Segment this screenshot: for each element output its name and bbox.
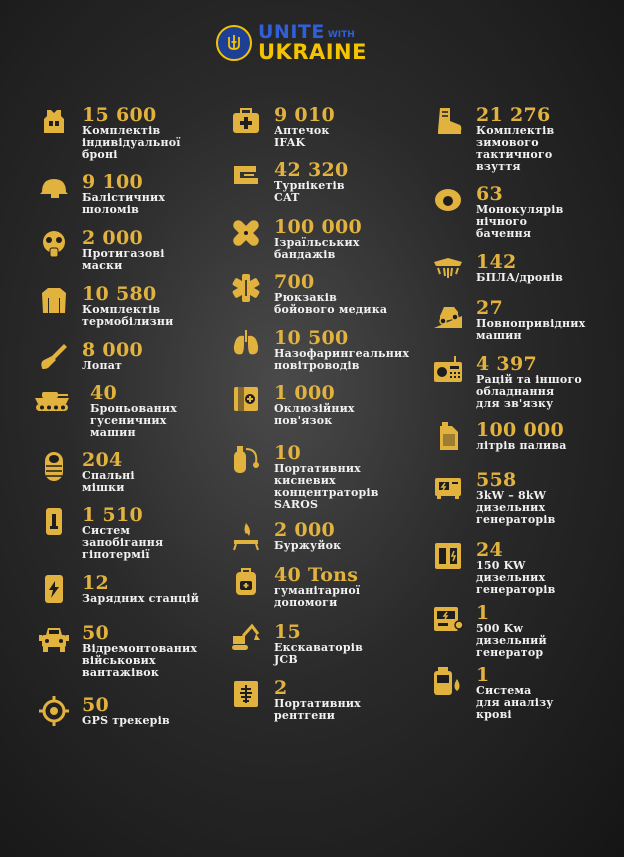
stat-winter-boots [432,105,554,173]
stove-icon [230,520,262,552]
tourniquet-icon [230,160,262,192]
stat-value: 42 320 [274,159,349,181]
night-vision-icon [432,184,464,216]
stat-label: Буржуйок [274,539,342,552]
stat-value: 9 010 [274,104,335,126]
stat-large-generators [432,540,555,596]
stat-label: літрів палива [476,439,567,452]
stat-label: Відремонтованих військових вантажівок [82,642,198,679]
stat-value: 12 [82,572,110,594]
stat-helmets [38,172,165,216]
shovel-icon [38,340,70,372]
stat-label: Турнікетів CAT [274,179,345,204]
stat-4wd-vehicles [432,298,585,342]
oxygen-concentrator-icon [230,443,262,475]
stat-label: Аптечок IFAK [274,124,330,149]
large-generator-icon [432,540,464,572]
stat-trucks [38,623,197,679]
logo-ukraine-text: UKRAINE [258,40,367,64]
stat-excavators [230,622,363,666]
stat-label: Назофарингеальних повітроводів [274,347,410,372]
small-generator-icon [432,470,464,502]
excavator-icon [230,622,262,654]
stat-label: Портативних кисневих концентраторів SAROS [274,462,379,511]
stat-label: Рацій та іншого обладнання для зв'язку [476,373,582,410]
helmet-icon [38,172,70,204]
stat-label: Екскаваторів JCB [274,641,363,666]
stat-label: Лопат [82,359,123,372]
stat-value: 40 Tons [274,564,359,586]
stat-label: Протигазові маски [82,247,165,272]
stat-medic-backpacks [230,272,387,316]
power-bank-icon [38,573,70,605]
stat-oxygen-concentrators [230,443,379,511]
stat-label: гуманітарної допомоги [274,584,361,609]
stat-value: 24 [476,539,504,561]
stat-label: Балістичних шоломів [82,191,166,216]
stat-bandages [230,217,362,261]
stat-body-armor [38,105,181,161]
unite-with-ukraine-logo [216,22,396,64]
medic-star-icon [230,272,262,304]
stat-night-vision [432,184,563,240]
stat-label: Система для аналізу крові [476,684,554,721]
stat-armored-vehicles [32,383,177,439]
stat-label: Ізраїльських бандажів [274,236,360,261]
stat-value: 100 000 [476,419,565,441]
stat-value: 63 [476,183,504,205]
gas-mask-icon [38,228,70,260]
stat-label: Оклюзійних пов'язок [274,402,355,427]
stat-shovels [38,340,143,372]
stat-value: 4 397 [476,353,537,375]
logo-unite-text: UNITE [258,21,325,43]
stat-label: Спальні мішки [82,469,135,494]
blood-analyzer-icon [432,665,464,697]
stat-occlusive-dressings [230,383,355,427]
stat-value: 700 [274,271,315,293]
armored-vehicle-icon [32,383,72,415]
trident-seal-icon [216,25,252,61]
stat-value: 40 [90,382,118,404]
stat-sleeping-bags [38,450,135,494]
stat-radios [432,354,582,410]
stat-value: 8 000 [82,339,143,361]
stat-value: 204 [82,449,123,471]
thermal-underwear-icon [38,284,70,316]
stat-label: Комплектів термобілизни [82,303,174,328]
boot-icon [432,105,464,137]
hypothermia-pack-icon [38,505,70,537]
body-armor-icon [38,105,70,137]
stat-value: 558 [476,469,517,491]
stat-label: 3kW – 8kW дизельних генераторів [476,489,556,526]
bandage-icon [230,217,262,249]
stat-xray [230,678,361,722]
stat-thermal-underwear [38,284,173,328]
stat-value: 50 [82,622,110,644]
stat-value: 100 000 [274,216,363,238]
occlusive-dressing-icon [230,383,262,415]
stat-label: Комплектів індивідуальної броні [82,124,181,161]
stat-label: 150 KW дизельних генераторів [476,559,556,596]
stat-value: 2 [274,677,288,699]
stat-label: 500 Kw дизельний генератор [476,622,547,659]
stat-gps-trackers [38,695,170,727]
stat-value: 10 [274,442,302,464]
stat-gas-masks [38,228,165,272]
stat-label: GPS трекерів [82,714,170,727]
stat-value: 15 [274,621,302,643]
fuel-can-icon [432,420,464,452]
stat-value: 15 600 [82,104,157,126]
stat-label: Рюкзаків бойового медика [274,291,388,316]
stat-label: Систем запобігання гіпотермії [82,524,164,561]
stat-humanitarian-aid [230,565,360,609]
stat-value: 2 000 [82,227,143,249]
stat-tourniquets [230,160,349,204]
stat-value: 10 500 [274,327,349,349]
stat-value: 9 100 [82,171,143,193]
stat-label: Комплектів зимового тактичного взуття [476,124,555,173]
stat-value: 21 276 [476,104,551,126]
stat-value: 50 [82,694,110,716]
gps-target-icon [38,695,70,727]
industrial-generator-icon [432,603,464,635]
stat-blood-analyzer [432,665,554,721]
backpack-icon [230,565,262,597]
sleeping-bag-icon [38,450,70,482]
stat-value: 10 580 [82,283,157,305]
offroad-vehicle-icon [432,298,464,330]
stat-small-generators [432,470,555,526]
logo-with-text: WITH [327,30,355,40]
stat-stoves [230,520,341,552]
stat-label: Броньованих гусеничних машин [90,402,178,439]
stat-value: 1 [476,664,490,686]
truck-icon [38,623,70,655]
stat-fuel [432,420,567,452]
drone-icon [432,252,464,284]
stat-value: 27 [476,297,504,319]
stat-label: Монокулярів нічного бачення [476,203,564,240]
stat-drones [432,252,563,284]
stat-industrial-generator [432,603,547,659]
stat-label: Портативних рентгени [274,697,361,722]
stat-first-aid-kits [230,105,335,149]
stat-value: 1 510 [82,504,143,526]
xray-icon [230,678,262,710]
stat-value: 1 000 [274,382,335,404]
radio-icon [432,354,464,386]
stat-hypothermia [38,505,163,561]
lungs-icon [230,328,262,360]
stat-value: 1 [476,602,490,624]
stat-power-stations [38,573,199,605]
stat-airways [230,328,409,372]
stat-value: 142 [476,251,517,273]
stat-label: Повнопривідних машин [476,317,586,342]
stat-value: 2 000 [274,519,335,541]
stat-label: БПЛА/дронів [476,271,563,284]
stat-label: Зарядних станцій [82,592,200,605]
first-aid-kit-icon [230,105,262,137]
